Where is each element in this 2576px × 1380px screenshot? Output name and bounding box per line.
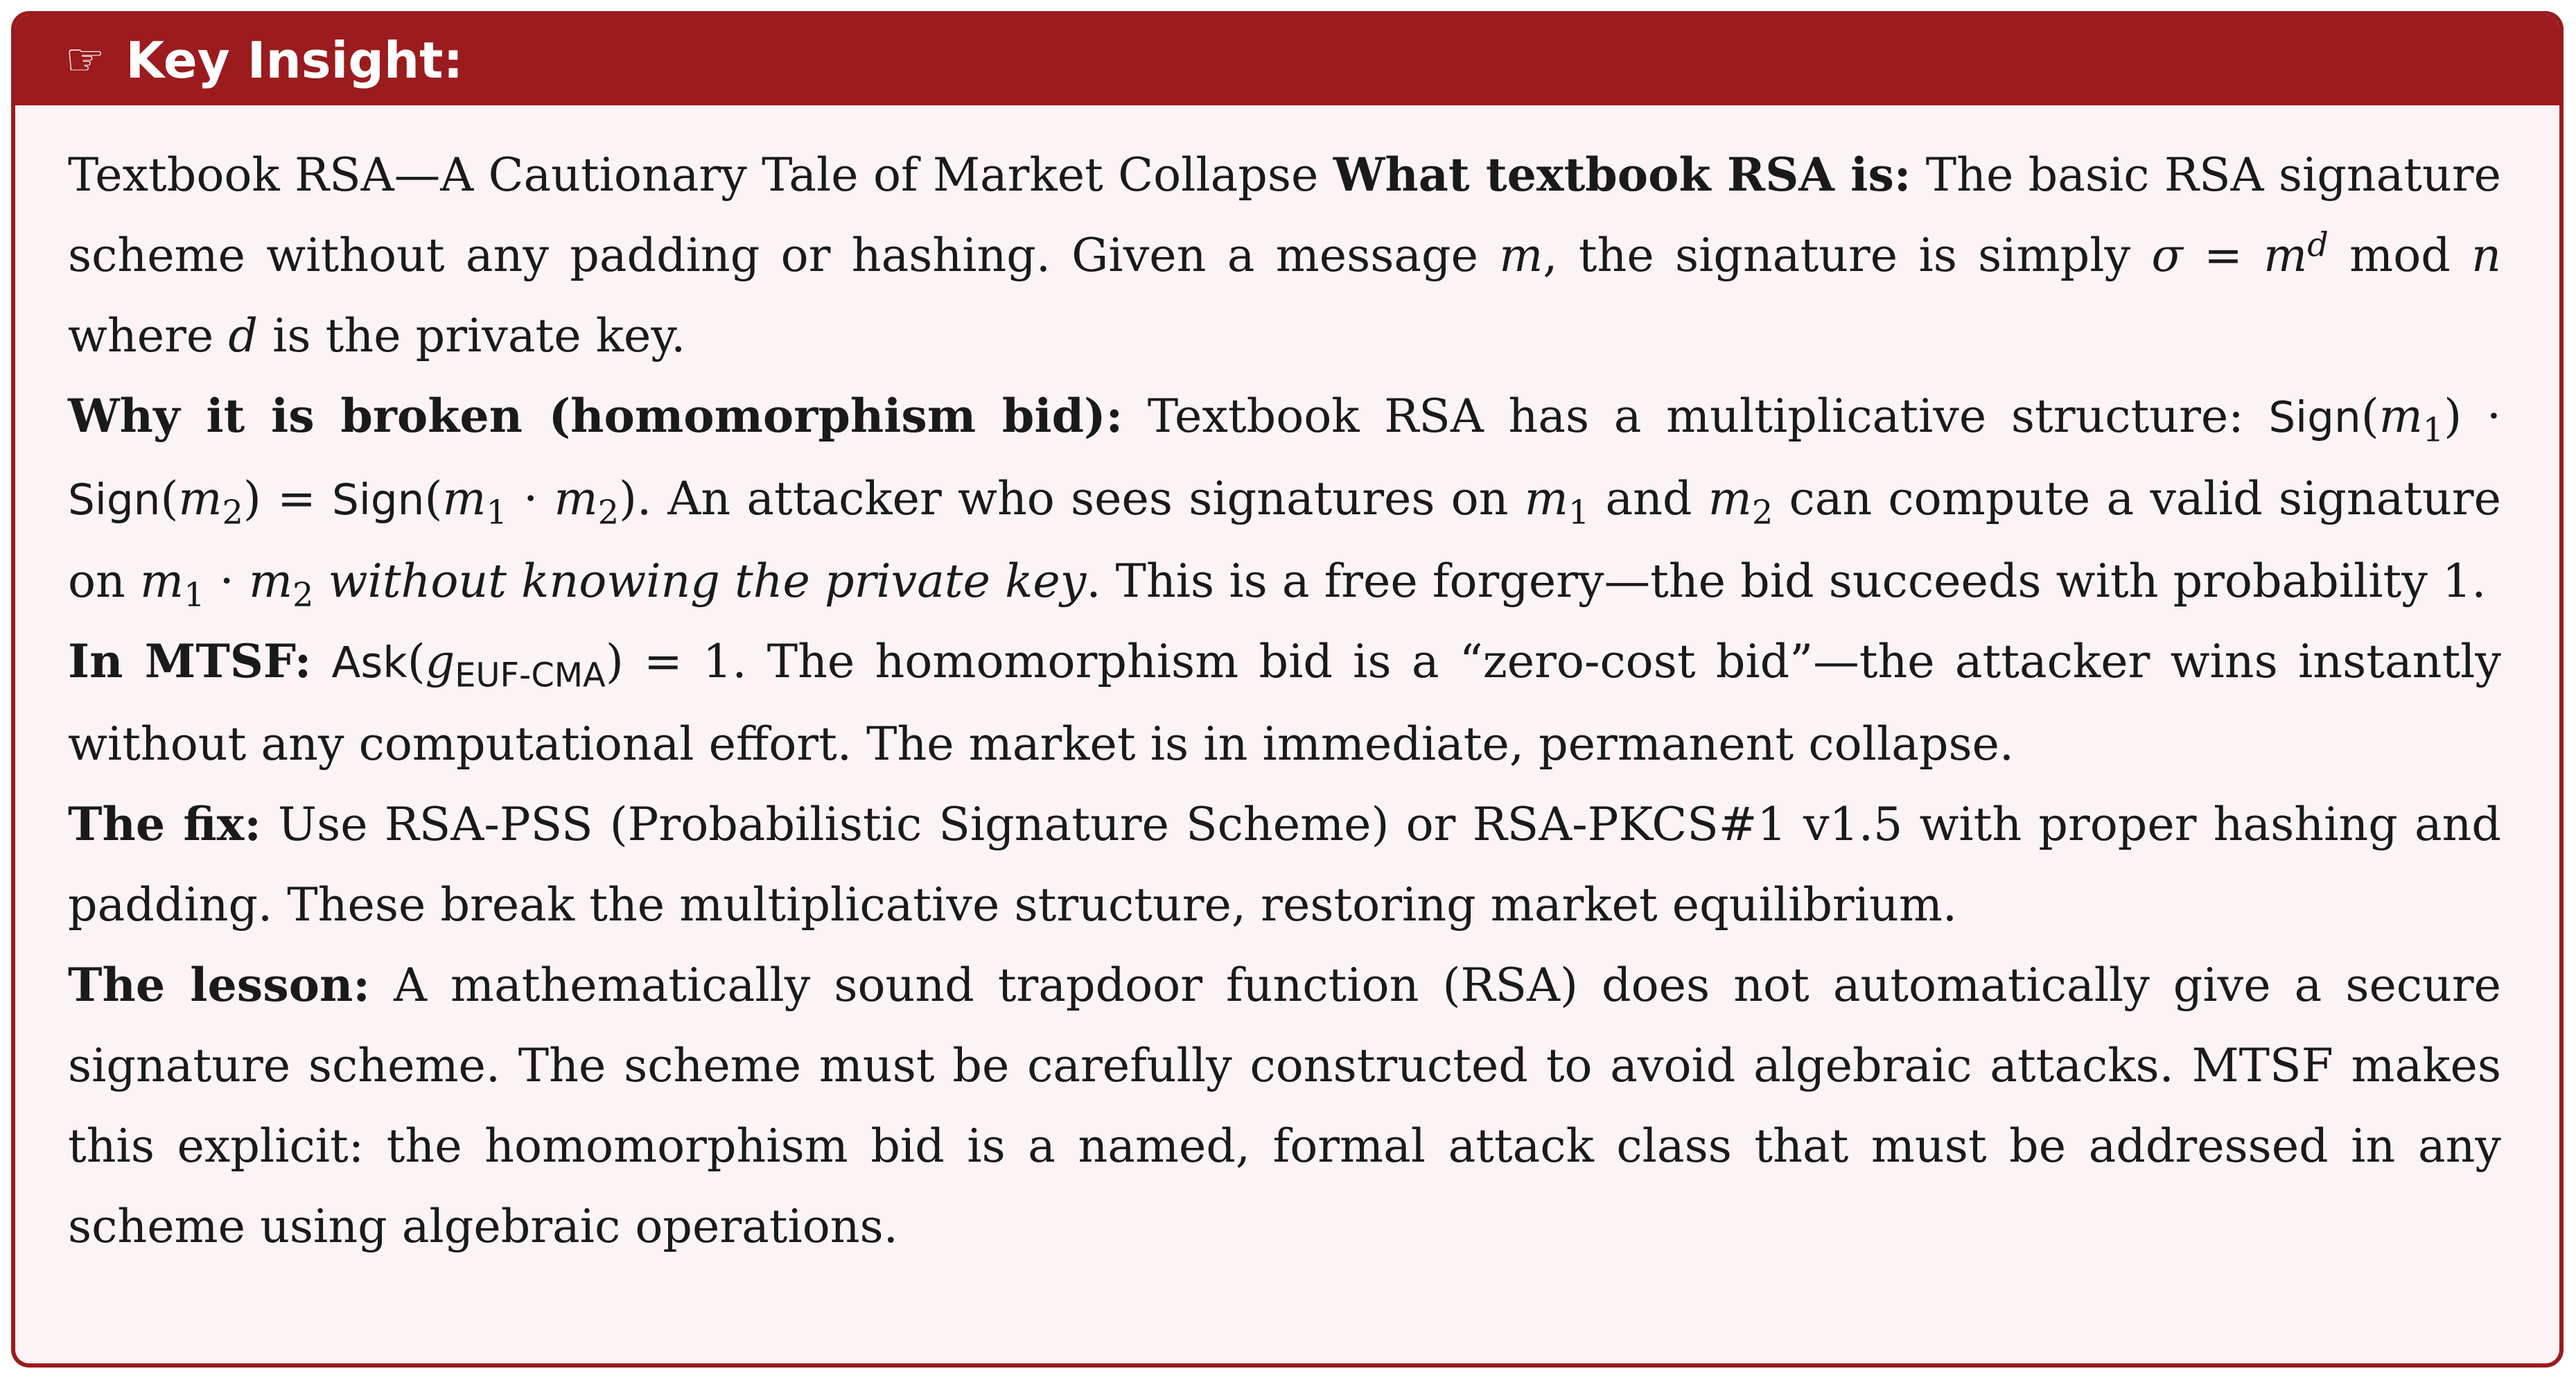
math-op: · — [204, 554, 249, 608]
math-func: Sign — [332, 475, 425, 525]
box-header — [15, 15, 2559, 105]
math-var: m — [248, 554, 293, 608]
box-body — [15, 105, 2559, 1266]
label-why-broken: Why it is broken (homomorphism bid): — [68, 389, 1123, 443]
text: The homomorphism bid is a “zero-cost bid”—the attacker wins instantly without any computational effort. The market is in immediate, permanent collapse. — [68, 634, 2502, 771]
paragraph-why-broken — [68, 376, 2501, 621]
math-func: Sign — [68, 475, 161, 525]
math-op: ) = 1. — [605, 634, 747, 688]
intro-text: Textbook RSA—A Cautionary Tale of Market Collapse — [68, 148, 1333, 202]
math-sub: 1 — [2422, 411, 2444, 450]
math-op: ). — [619, 471, 652, 525]
math-op: ) = — [243, 471, 333, 525]
math-var: σ — [2151, 228, 2183, 282]
math-sup: d — [2307, 226, 2329, 265]
math-op: ( — [160, 471, 179, 525]
math-func: Ask — [331, 638, 408, 688]
paragraph-in-mtsf — [68, 621, 2501, 784]
math-var: g — [425, 634, 455, 688]
math-var: m — [1708, 471, 1752, 525]
math-var: m — [2378, 389, 2423, 443]
label-in-mtsf: In MTSF: — [68, 634, 312, 688]
text: , the signature is simply — [1543, 228, 2152, 282]
emphasis-text: without knowing the private key — [328, 554, 1087, 608]
text: A mathematically sound trapdoor function (RSA) does not automatically give a secure signature scheme. The scheme must be carefully constructed to avoid algebraic attacks. MTSF makes this explicit: the homomorphism bid is a named, formal attack class that must be addressed in any scheme using algebraic operations. — [68, 958, 2502, 1253]
text: An attacker who sees signatures on — [651, 471, 1525, 525]
math-var: m — [442, 471, 487, 525]
math-sub: EUF-CMA — [455, 656, 606, 695]
text — [314, 554, 328, 608]
text: where — [68, 308, 229, 363]
math-sub: 2 — [222, 494, 243, 532]
math-var: m — [140, 554, 184, 608]
text: and — [1589, 471, 1708, 525]
label-the-fix: The fix: — [68, 797, 261, 851]
math-sub: 1 — [1568, 494, 1590, 532]
math-var: d — [228, 308, 258, 363]
text: . This is a free forgery—the bid succeeds with probability 1. — [1086, 554, 2487, 608]
pointing-hand-icon: ☞ — [65, 35, 105, 86]
math-op: · — [507, 471, 554, 525]
paragraph-the-lesson — [68, 945, 2501, 1266]
label-what-is: What textbook RSA is: — [1333, 148, 1911, 202]
key-insight-box — [11, 11, 2564, 1368]
math-sub: 2 — [597, 494, 620, 532]
math-var: m — [1499, 228, 1543, 282]
math-var: m — [178, 471, 222, 525]
math-sub: 2 — [1751, 494, 1773, 532]
text: is the private key. — [257, 308, 686, 363]
math-var: m — [2263, 228, 2308, 282]
math-op: ( — [2360, 389, 2379, 443]
text: Use RSA-PSS (Probabilistic Signature Scheme) or RSA-PKCS#1 v1.5 with proper hashing and padding. These break the multiplicative structure, restoring market equilibrium. — [68, 797, 2501, 932]
math-op: ( — [407, 634, 426, 688]
math-var: m — [554, 471, 598, 525]
math-op: ( — [424, 471, 443, 525]
math-sub: 1 — [184, 576, 205, 615]
math-op: ) · — [2444, 389, 2501, 443]
paragraph-the-fix — [68, 784, 2501, 945]
math-var: m — [1524, 471, 1568, 525]
text: The basic RSA signature scheme without any padding or hashing. Given a message — [68, 148, 2502, 282]
math-var: n — [2471, 228, 2501, 282]
math-func: Sign — [2268, 393, 2361, 442]
math-op: mod — [2328, 228, 2472, 282]
label-the-lesson: The lesson: — [68, 958, 370, 1012]
header-title: Key Insight: — [125, 31, 464, 89]
text: can compute a valid signature on — [68, 471, 2501, 608]
math-sub: 1 — [486, 494, 507, 532]
math-sub: 2 — [292, 576, 314, 615]
paragraph-what-is — [68, 134, 2501, 376]
text — [311, 634, 331, 688]
text: Textbook RSA has a multiplicative structure: — [1123, 389, 2269, 443]
math-op: = — [2182, 228, 2264, 282]
